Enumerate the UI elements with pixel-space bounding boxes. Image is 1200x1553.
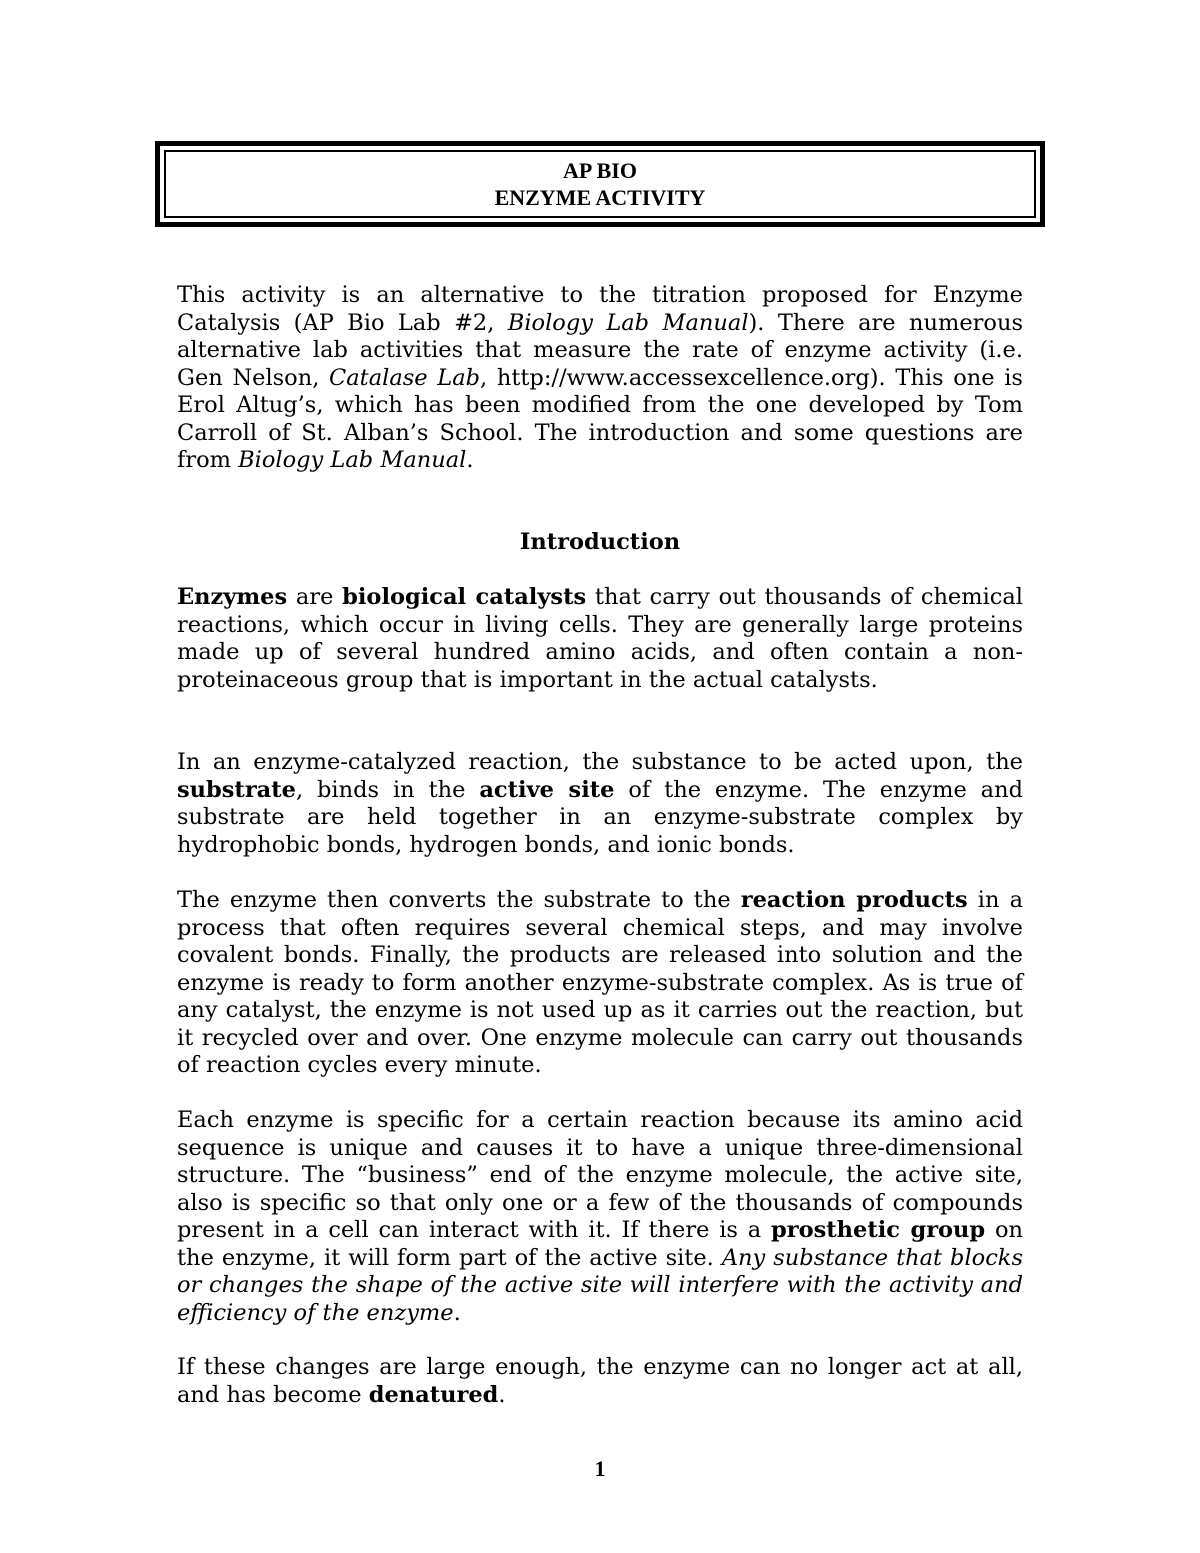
text-span: that carry out thousands of chemical reactions, which occur in living cells. They are generally large proteins made up of several hundred amino acids, and often contain a non-proteinaceous group that is important in the actual catalysts. (177, 584, 1023, 693)
bold-term: substrate (177, 776, 296, 803)
paragraph-specificity (177, 1107, 1023, 1327)
text-span: on the enzyme, it will form part of the active site. (177, 1217, 1023, 1271)
intro-text-1: This activity is an alternative to the titration proposed for Enzyme Catalysis (AP Bio Lab #2, (177, 282, 1023, 336)
title-box-inner (164, 150, 1036, 218)
text-span: of the enzyme. The enzyme and substrate are held together in an enzyme-substrate complex by hydrophobic bonds, hydrogen bonds, and ionic bonds. (177, 776, 1023, 858)
bold-term: active site (479, 776, 615, 803)
title-box (155, 141, 1045, 227)
text-span: In an enzyme-catalyzed reaction, the substance to be acted upon, the (177, 749, 1023, 775)
intro-italic-1: Biology Lab Manual (507, 309, 749, 336)
bold-term: prosthetic group (771, 1217, 986, 1243)
text-span: Each enzyme is specific for a certain reaction because its amino acid sequence is unique and causes it to have a unique three-dimensional structure. The “business” end of the enzyme molecule, the active site, also is specific so that only one or a few of the thousands of compounds present in a cell can interact with it. If there is a (177, 1107, 1023, 1243)
intro-text-3: , http://www.accessexcellence.org). This one is Erol Altug’s, which has been modified from the one developed by Tom Carroll of St. Alban’s School. The introduction and some questions are from (177, 364, 1023, 473)
bold-term: biological catalysts (342, 584, 587, 610)
title-line-1: AP BIO (563, 158, 637, 183)
intro-italic-3: Biology Lab Manual (238, 447, 467, 473)
text-span: in a process that often requires several chemical steps, and may involve covalent bonds. Finally, the products are released into solution and the enzyme is ready to form another enzyme-substrate complex. As is true of any catalyst, the enzyme is not used up as it carries out the reaction, but it recycled over and over. One enzyme molecule can carry out thousands of reaction cycles every minute. (177, 887, 1023, 1078)
text-span: . (498, 1381, 506, 1408)
text-span: The enzyme then converts the substrate to the (177, 887, 741, 913)
bold-term: Enzymes (177, 584, 288, 610)
text-span: , binds in the (295, 776, 480, 803)
paragraph-substrate (177, 749, 1023, 859)
bold-term: reaction products (740, 887, 968, 913)
text-span: are (287, 584, 343, 610)
intro-paragraph (177, 282, 1023, 475)
page-number: 1 (594, 1456, 606, 1481)
paragraph-reaction-products (177, 887, 1023, 1080)
paragraph-denatured (177, 1354, 1023, 1409)
intro-text-2: ). There are numerous alternative lab activities that measure the rate of enzyme activity (i.e. Gen Nelson, (177, 309, 1023, 391)
bold-term: denatured (368, 1381, 499, 1408)
intro-italic-2: Catalase Lab (329, 364, 481, 391)
text-span: If these changes are large enough, the enzyme can no longer act at all, and has become (177, 1354, 1023, 1408)
text-span: . (453, 1299, 461, 1326)
intro-text-4: . (466, 447, 474, 473)
title-line-2: ENZYME ACTIVITY (494, 185, 706, 210)
italic-emphasis: Any substance that blocks or changes the shape of the active site will interfere with the activity and efficiency of the enzyme (177, 1244, 1023, 1326)
paragraph-enzymes (177, 584, 1023, 694)
section-heading-introduction: Introduction (519, 529, 681, 555)
